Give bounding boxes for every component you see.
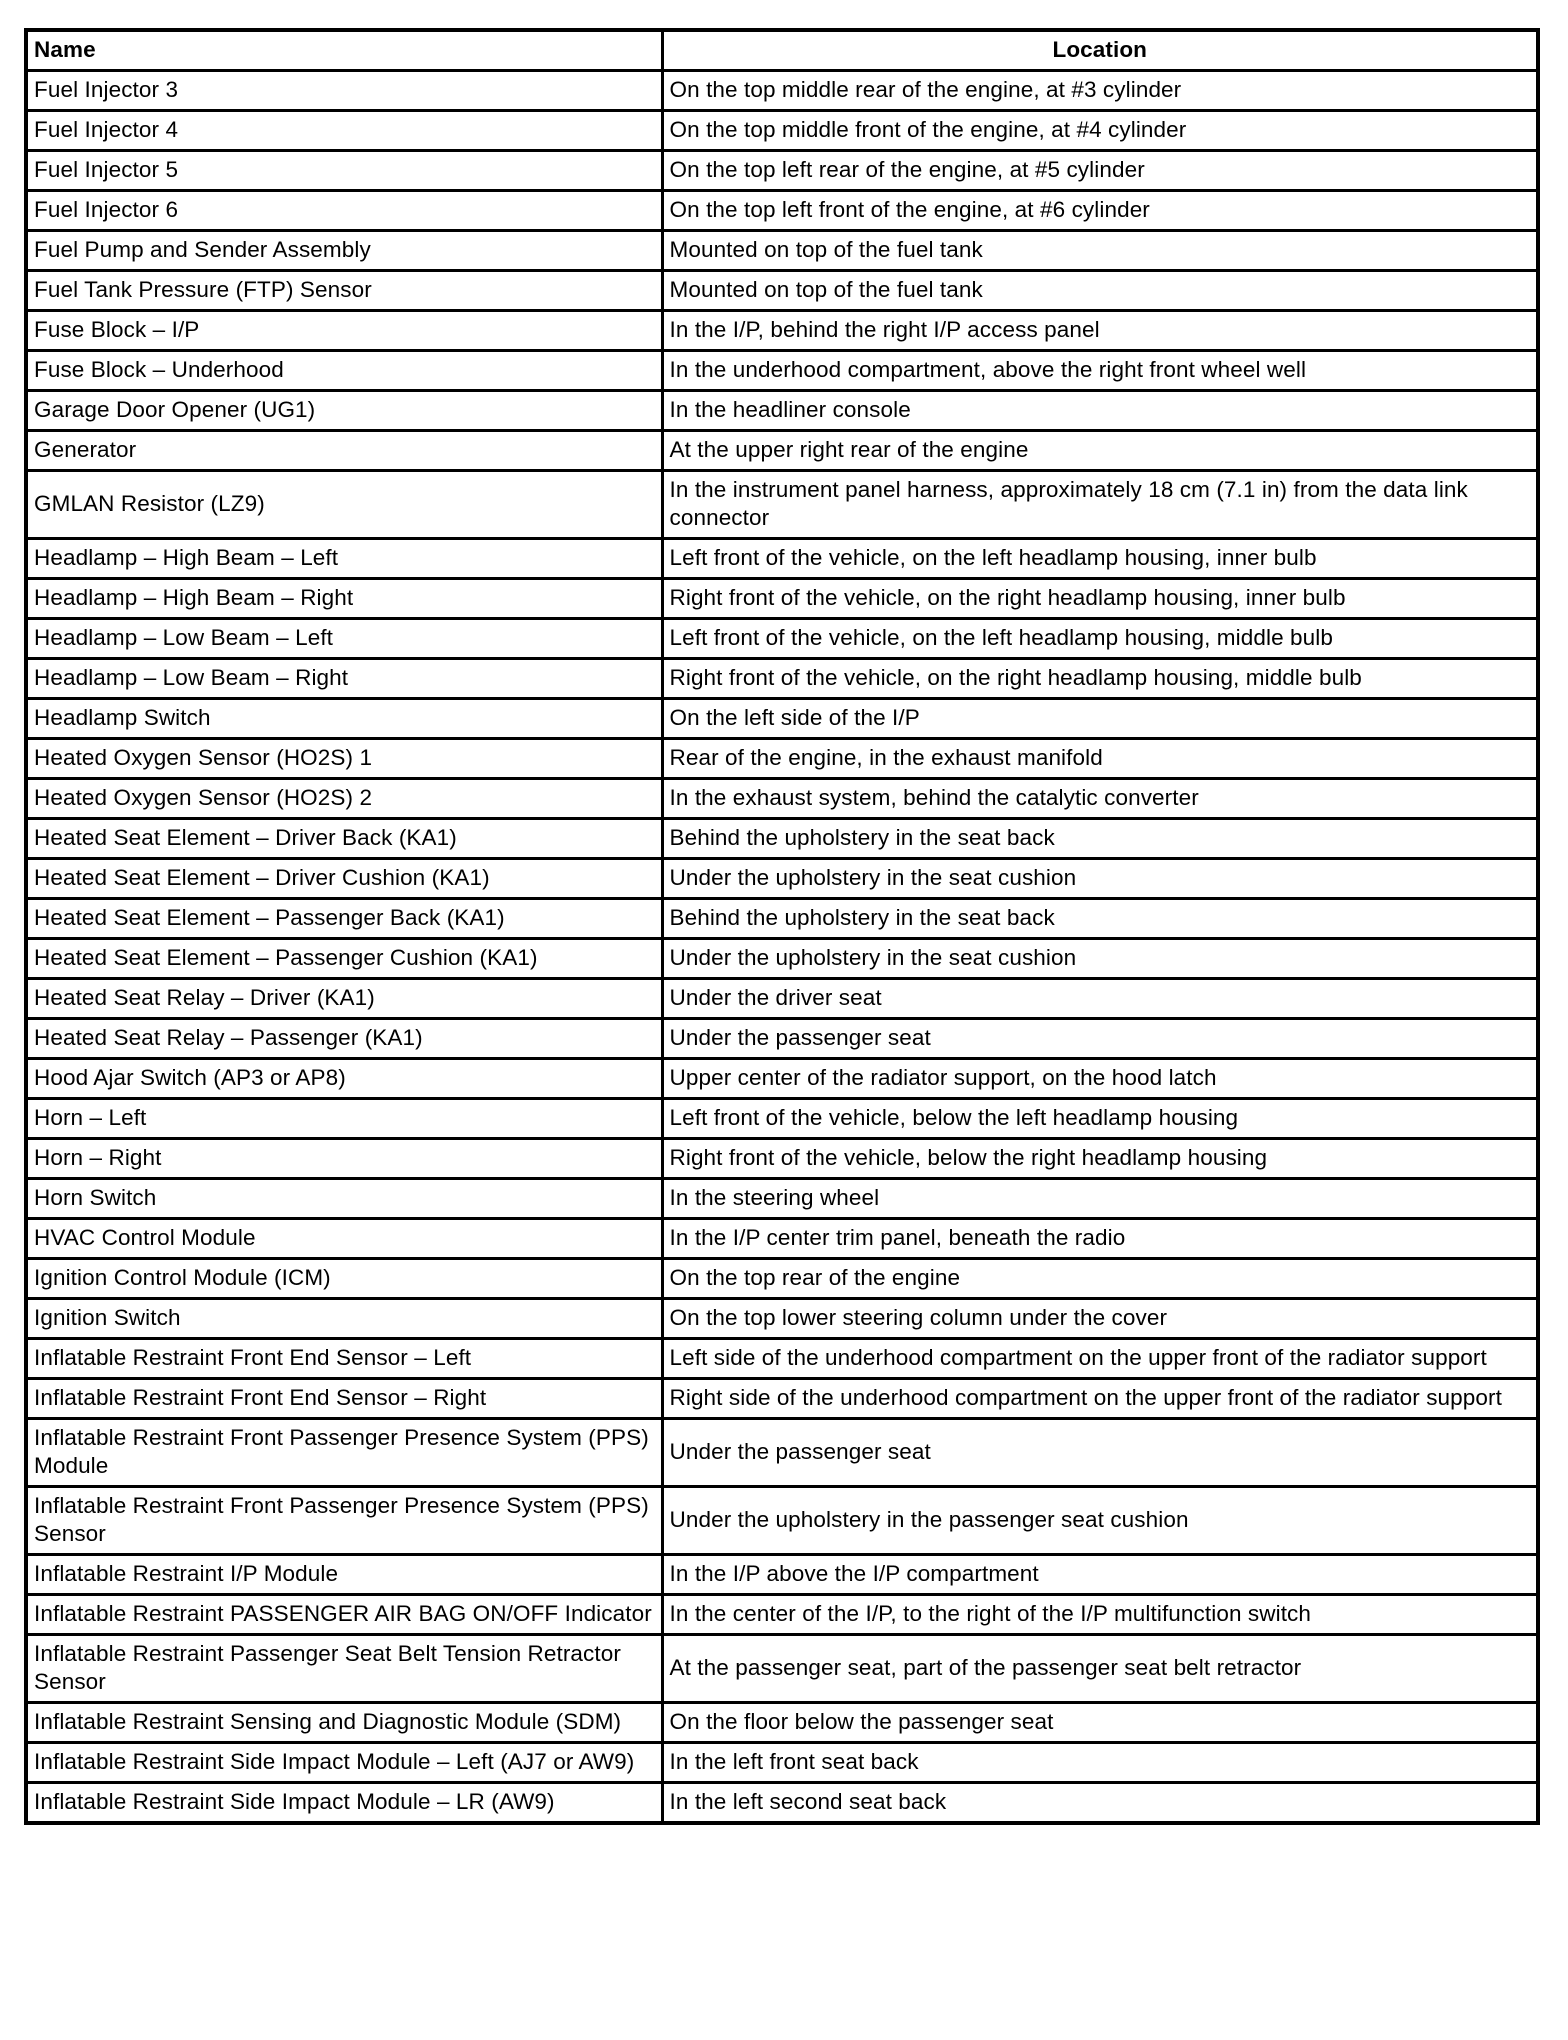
component-name: Inflatable Restraint Side Impact Module – LR (AW9) [26,1783,662,1824]
table-row [26,111,1538,151]
component-location-sheet [24,28,1536,1825]
component-name: Headlamp – High Beam – Right [26,579,662,619]
table-row [26,539,1538,579]
table-row [26,859,1538,899]
component-name: Fuse Block – I/P [26,311,662,351]
component-location: Behind the upholstery in the seat back [662,819,1538,859]
component-location: On the left side of the I/P [662,699,1538,739]
component-location: In the center of the I/P, to the right of the I/P multifunction switch [662,1595,1538,1635]
table-row [26,699,1538,739]
table-row [26,1555,1538,1595]
component-name: Heated Seat Element – Driver Back (KA1) [26,819,662,859]
table-row [26,939,1538,979]
component-location: Left front of the vehicle, on the left headlamp housing, inner bulb [662,539,1538,579]
table-row [26,1783,1538,1824]
component-name: Heated Seat Relay – Driver (KA1) [26,979,662,1019]
component-name: Inflatable Restraint Sensing and Diagnostic Module (SDM) [26,1703,662,1743]
component-location: Right side of the underhood compartment on the upper front of the radiator support [662,1379,1538,1419]
component-name: Horn Switch [26,1179,662,1219]
table-row [26,1179,1538,1219]
component-name: Inflatable Restraint Side Impact Module – Left (AJ7 or AW9) [26,1743,662,1783]
component-location: At the passenger seat, part of the passenger seat belt retractor [662,1635,1538,1703]
component-location: In the I/P center trim panel, beneath the radio [662,1219,1538,1259]
table-row [26,1419,1538,1487]
table-row [26,779,1538,819]
table-row [26,271,1538,311]
component-location: In the steering wheel [662,1179,1538,1219]
table-row [26,1743,1538,1783]
table-row [26,471,1538,539]
component-location: Under the upholstery in the seat cushion [662,939,1538,979]
component-location: On the top rear of the engine [662,1259,1538,1299]
component-location: On the top middle rear of the engine, at #3 cylinder [662,71,1538,111]
table-row [26,1487,1538,1555]
table-row [26,1099,1538,1139]
component-name: Garage Door Opener (UG1) [26,391,662,431]
component-location: On the top left front of the engine, at #6 cylinder [662,191,1538,231]
component-location: Under the passenger seat [662,1019,1538,1059]
table-row [26,1139,1538,1179]
header-row [26,30,1538,71]
table-row [26,311,1538,351]
table-row [26,1595,1538,1635]
component-name: Hood Ajar Switch (AP3 or AP8) [26,1059,662,1099]
component-name: Heated Seat Element – Driver Cushion (KA1) [26,859,662,899]
component-location: Mounted on top of the fuel tank [662,271,1538,311]
table-row [26,1259,1538,1299]
component-location: Under the upholstery in the passenger seat cushion [662,1487,1538,1555]
component-name: Fuel Injector 6 [26,191,662,231]
component-location: At the upper right rear of the engine [662,431,1538,471]
table-row [26,899,1538,939]
component-name: Heated Oxygen Sensor (HO2S) 2 [26,779,662,819]
component-location: On the top lower steering column under the cover [662,1299,1538,1339]
component-location: On the top middle front of the engine, at #4 cylinder [662,111,1538,151]
table-row [26,391,1538,431]
table-row [26,819,1538,859]
component-name: Horn – Left [26,1099,662,1139]
component-name: Horn – Right [26,1139,662,1179]
table-row [26,71,1538,111]
component-location: In the left front seat back [662,1743,1538,1783]
component-name: Headlamp – Low Beam – Right [26,659,662,699]
table-row [26,579,1538,619]
component-name: Inflatable Restraint Passenger Seat Belt Tension Retractor Sensor [26,1635,662,1703]
table-row [26,351,1538,391]
table-row [26,1635,1538,1703]
component-name: Inflatable Restraint Front End Sensor – Right [26,1379,662,1419]
component-location: Mounted on top of the fuel tank [662,231,1538,271]
component-location: In the I/P above the I/P compartment [662,1555,1538,1595]
table-row [26,619,1538,659]
component-location: Right front of the vehicle, on the right headlamp housing, middle bulb [662,659,1538,699]
component-location: Rear of the engine, in the exhaust manifold [662,739,1538,779]
component-name: HVAC Control Module [26,1219,662,1259]
table-row [26,431,1538,471]
component-location: Right front of the vehicle, on the right headlamp housing, inner bulb [662,579,1538,619]
table-row [26,1339,1538,1379]
location-column-header: Location [662,30,1538,71]
component-name: Headlamp – High Beam – Left [26,539,662,579]
table-row [26,739,1538,779]
table-row [26,151,1538,191]
table-row [26,1219,1538,1259]
component-name: Heated Seat Element – Passenger Back (KA1) [26,899,662,939]
component-location: Left front of the vehicle, on the left headlamp housing, middle bulb [662,619,1538,659]
component-location: Under the passenger seat [662,1419,1538,1487]
component-name: Fuse Block – Underhood [26,351,662,391]
component-name: Inflatable Restraint I/P Module [26,1555,662,1595]
component-location: On the floor below the passenger seat [662,1703,1538,1743]
table-row [26,1059,1538,1099]
component-name: Fuel Injector 5 [26,151,662,191]
component-location: Behind the upholstery in the seat back [662,899,1538,939]
component-name: Headlamp – Low Beam – Left [26,619,662,659]
component-location: Upper center of the radiator support, on the hood latch [662,1059,1538,1099]
component-name: GMLAN Resistor (LZ9) [26,471,662,539]
component-name: Ignition Control Module (ICM) [26,1259,662,1299]
component-location: In the exhaust system, behind the catalytic converter [662,779,1538,819]
component-location: In the headliner console [662,391,1538,431]
component-location: In the I/P, behind the right I/P access panel [662,311,1538,351]
component-location-table [24,28,1540,1825]
component-name: Generator [26,431,662,471]
component-name: Heated Seat Relay – Passenger (KA1) [26,1019,662,1059]
component-name: Inflatable Restraint Front Passenger Presence System (PPS) Sensor [26,1487,662,1555]
component-name: Fuel Injector 3 [26,71,662,111]
component-location: Left front of the vehicle, below the left headlamp housing [662,1099,1538,1139]
component-location: In the left second seat back [662,1783,1538,1824]
table-row [26,191,1538,231]
component-location: Under the upholstery in the seat cushion [662,859,1538,899]
component-location: Under the driver seat [662,979,1538,1019]
table-row [26,1379,1538,1419]
table-row [26,1299,1538,1339]
component-location: In the instrument panel harness, approximately 18 cm (7.1 in) from the data link connector [662,471,1538,539]
component-name: Fuel Pump and Sender Assembly [26,231,662,271]
component-location: Left side of the underhood compartment on the upper front of the radiator support [662,1339,1538,1379]
component-name: Fuel Tank Pressure (FTP) Sensor [26,271,662,311]
component-name: Inflatable Restraint PASSENGER AIR BAG ON/OFF Indicator [26,1595,662,1635]
table-row [26,1019,1538,1059]
table-row [26,659,1538,699]
component-location: In the underhood compartment, above the right front wheel well [662,351,1538,391]
table-row [26,231,1538,271]
component-name: Inflatable Restraint Front End Sensor – Left [26,1339,662,1379]
table-row [26,1703,1538,1743]
component-location: Right front of the vehicle, below the right headlamp housing [662,1139,1538,1179]
component-name: Ignition Switch [26,1299,662,1339]
component-name: Heated Oxygen Sensor (HO2S) 1 [26,739,662,779]
component-name: Headlamp Switch [26,699,662,739]
table-row [26,979,1538,1019]
component-name: Heated Seat Element – Passenger Cushion (KA1) [26,939,662,979]
component-name: Fuel Injector 4 [26,111,662,151]
name-column-header: Name [26,30,662,71]
component-name: Inflatable Restraint Front Passenger Presence System (PPS) Module [26,1419,662,1487]
component-location: On the top left rear of the engine, at #5 cylinder [662,151,1538,191]
